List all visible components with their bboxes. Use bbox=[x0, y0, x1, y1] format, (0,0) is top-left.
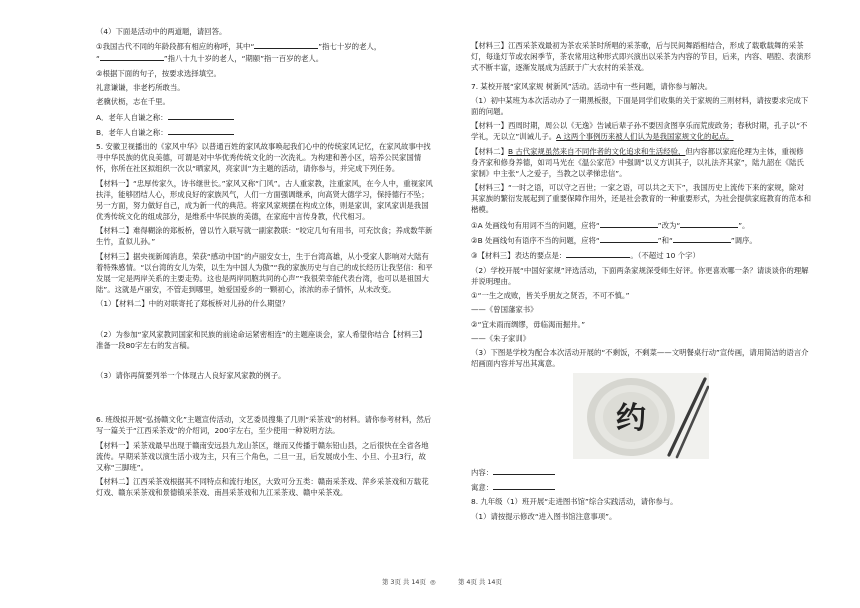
fix-b bbox=[471, 234, 811, 246]
fix-c-end: 。（不超过 10 个字） bbox=[630, 251, 700, 261]
underlined-sentence-b: B 古代家规虽然来自不同作者的文化追求和生活经验， bbox=[507, 146, 686, 156]
fix-a-end: ”。 bbox=[738, 220, 750, 230]
q7-material-2 bbox=[471, 146, 811, 179]
q8-sub-1: （1）请按提示修改“进入图书馆注意事项”。 bbox=[471, 511, 617, 521]
fix-a-text: ①A 处画线句有用词不当的问题，应将“ bbox=[471, 220, 600, 230]
q4-heading: （4）下面是活动中的两道题，请回答。 bbox=[96, 27, 227, 36]
q7-material-2-text: 但内容都以家庭伦理为主体，重视修身齐家和修身养德，如司马光在《温公家范》中强调“以义方训其子，以礼法齐其家”，陆九韶在《陆氏家制》中主张“人之爱子，当教之以孝悌忠信”。 bbox=[471, 146, 804, 178]
content-answer bbox=[471, 466, 811, 478]
q7-sub-3: （3）下图是学校为配合本次活动开展的“不剩饭，不剩菜——文明餐桌行动”宣传画，请用简洁的语言介绍画面内容并写出其寓意。 bbox=[471, 348, 809, 369]
left-column bbox=[96, 26, 433, 502]
q5-material-3: 【材料三】据央视新闻消息，荣获“感动中国”的卢丽安女士，生于台湾高雄，从小受家人影响对大陆有着特殊感情。“以台湾的女儿为荣，以生为中国人为傲”“我的家族历史与自己的成长经历让我坚信：和平发展一定是两岸关系的主要走势。这也是两岸同胞共同的心声”“我很荣幸能代表台湾，也可以是祖国大陆”。这就是卢丽安，不管走到哪里，她爱国爱乡的一颗初心，浓浓的赤子情怀，从未改变。 bbox=[96, 251, 433, 295]
q4-part1 bbox=[96, 40, 433, 64]
page-number-right: 第 4页 共 14页 bbox=[458, 578, 502, 586]
q6-material-2: 【材料二】江西采茶戏根据其不同特点和流行地区，大致可分五类：赣南采茶戏、萍乡采茶戏和万载花灯戏、赣东采茶戏和景德镇采茶戏、南昌采茶戏和九江采茶戏、赣中采茶戏。 bbox=[96, 477, 429, 498]
q4-part1-text-d: ”指八十九十岁的老人，“期颐”指一百岁的老人。 bbox=[163, 54, 324, 64]
sentence-2: 老骥伏枥，志在千里。 bbox=[96, 97, 170, 107]
q7-material-1 bbox=[471, 120, 811, 142]
fix-a bbox=[471, 219, 811, 231]
rule-1: ①“一生之成败，皆关乎朋友之贤否，不可不慎。” bbox=[471, 290, 630, 300]
q5-material-2: 【材料二】难得糊涂的郑板桥，曾以竹入联写就一副家教联：“咬定几句有用书，可充饮食；养成数竿新生竹，直似儿孙。” bbox=[96, 226, 433, 247]
rule-2-source: ——《朱子家训》 bbox=[471, 333, 531, 343]
q4-part1-text-b: ”指七十岁的老人， bbox=[318, 42, 382, 52]
answer-blank[interactable] bbox=[673, 234, 731, 243]
option-b bbox=[96, 126, 433, 138]
option-a bbox=[96, 111, 433, 123]
poster-image bbox=[471, 373, 811, 462]
q4-part1-text-a: ①我国古代不同的年龄段都有相应的称呼，其中“ bbox=[96, 42, 255, 52]
q4-part1-text-c: “ bbox=[96, 54, 100, 64]
q7-material-1-text: 【材料一】西周时期，周公以《无逸》告诫后辈子孙不要因贪图享乐而荒废政务；春秋时期，孔子以“不学礼，无以立”训诫儿子。 bbox=[471, 121, 808, 142]
page-number-left: 第 3页 共 14页 bbox=[382, 578, 426, 586]
option-b-label: B．老年人自谦之称： bbox=[96, 127, 168, 137]
underlined-sentence-a: A 这两个事例历来被人们认为是我国家规文化的起点。 bbox=[556, 132, 734, 142]
plate-character: 约 bbox=[616, 400, 646, 436]
meaning-answer bbox=[471, 481, 811, 493]
answer-blank[interactable] bbox=[254, 40, 318, 49]
answer-blank[interactable] bbox=[493, 481, 555, 490]
q7-sub-1: （1）初中某班为本次活动办了一期黑板报，下面是同学们收集的关于家规的三则材料，请按要求完成下面的问题。 bbox=[471, 95, 809, 116]
answer-blank[interactable] bbox=[100, 52, 164, 61]
q6-prompt: 6. 班级拟开展“弘扬赣文化”主题宣传活动，文艺委员搜集了几则“采茶戏”的材料。请你参考材料，然后写一篇关于“江西采茶戏”的介绍词，200字左右，至少使用一种说明方法。 bbox=[96, 415, 432, 436]
answer-blank[interactable] bbox=[600, 219, 658, 228]
meaning-label: 寓意： bbox=[471, 482, 494, 492]
q7-material-2-label: 【材料二】 bbox=[471, 146, 508, 156]
q5-sub-1: （1）【材料二】中的对联寄托了郑板桥对儿孙的什么期望？ bbox=[96, 299, 290, 309]
q5-prompt: 5. 安徽卫视播出的《家风中华》以普通百姓的家风故事唤起我们心中的传统家风记忆，在家风故事中找寻中华民族的优良美德，可谓是对中华优秀传统文化的一次洗礼。为构建和善小区，培养公民家国情怀，你所在社区拟组织一次以“晒家风，亮家训”为主题的活动，请你参与，并完成下列任务。 bbox=[96, 142, 431, 174]
rule-2: ②“宜未雨而绸缪，毋临渴而掘井。” bbox=[471, 319, 586, 329]
answer-blank[interactable] bbox=[566, 249, 630, 258]
content-label: 内容： bbox=[471, 467, 494, 477]
option-a-label: A．老年人自谦之称： bbox=[96, 112, 168, 122]
q6-material-3: 【材料三】江西采茶戏最初为茶农采茶时所唱的采茶歌，后与民间舞蹈相结合，形成了载歌载舞的采茶灯，每逢灯节或农闲季节，茶农常用这种形式即兴演出以采茶为内容的节目，后来，内容、唱腔、表演形式不断丰富，逐渐发展成为活跃于广大农村的采茶戏。 bbox=[471, 41, 811, 73]
fix-c-text: ③【材料三】表达的要点是： bbox=[471, 251, 567, 261]
fix-a-mid: ”改为“ bbox=[657, 220, 681, 230]
answer-blank[interactable] bbox=[600, 234, 658, 243]
fix-b-mid: ”和“ bbox=[657, 235, 673, 245]
q5-material-1: 【材料一】“忠厚传家久，诗书继世长。”家风又称“门风”。古人重家教，注重家风，在今人中，重视家风扶洋，能够团结人心，形成良好的家族风气，人们一方面强调继承，向高贤大德学习，保持德行不坠；另一方面，努力做好自己，成为新一代的典范。将家风家规摆在构成立体，则是家训，家风家训是我国优秀传统文化的组成部分，是维系中华民族的美德，在家庭中言传身教，代代相习。 bbox=[96, 178, 433, 222]
q7-prompt: 7. 某校开展“家风家规 树新风”活动。活动中有一些问题，请你参与解决。 bbox=[471, 81, 713, 91]
answer-blank[interactable] bbox=[168, 111, 234, 120]
q8-prompt: 8. 九年级（1）班开展“走进图书馆”综合实践活动，请你参与。 bbox=[471, 497, 678, 507]
answer-blank[interactable] bbox=[680, 219, 738, 228]
fix-b-text: ②B 处画线句有语序不当的问题，应将“ bbox=[471, 235, 600, 245]
q7-material-3: 【材料三】“一时之语，可以守之百世；一家之语，可以共之天下”，我国历史上流传下来的家规，除对其家族的繁衍发展起到了重要保障作用外，还是社会教育的一种重要形式，为社会提供家庭教育的范本和楷模。 bbox=[471, 183, 811, 215]
answer-blank[interactable] bbox=[493, 466, 555, 475]
right-column bbox=[471, 40, 811, 525]
sentence-1: 礼意谦谦，非老朽所敢当。 bbox=[96, 83, 185, 92]
q5-sub-2: （2）为参加“家风家教同国家和民族的前途命运紧密相连”的主题座谈会，家人希望你结合【材料三】准备一段80字左右的发言稿。 bbox=[96, 329, 427, 350]
q5-sub-3: （3）请你再简要列举一个体现古人良好家风家教的例子。 bbox=[96, 371, 286, 381]
q6-material-1: 【材料一】采茶戏最早出现于赣南安远县九龙山茶区，继而又传播于赣东铅山县，之后很快在全省各地流传。早期采茶戏以演生活小戏为主，只有三个角色，二旦一丑，后发展成小生、小旦、小丑3行，故又称“三脚班”。 bbox=[96, 440, 429, 472]
fix-b-end: ”调序。 bbox=[730, 235, 757, 245]
answer-blank[interactable] bbox=[168, 126, 234, 135]
q4-part2: ②根据下面的句子，按要求选择填空。 bbox=[96, 68, 221, 78]
q7-sub-2: （2）学校开展“中国好家规”评选活动，下面两条家规深受师生好评。你更喜欢哪一条？请谈谈你的理解并说明理由。 bbox=[471, 265, 809, 286]
rule-1-source: ——《曾国藩家书》 bbox=[471, 305, 538, 315]
binding-mark: ◎ bbox=[430, 578, 436, 586]
plate-chopsticks-illustration bbox=[573, 373, 709, 459]
fix-c bbox=[471, 249, 811, 261]
